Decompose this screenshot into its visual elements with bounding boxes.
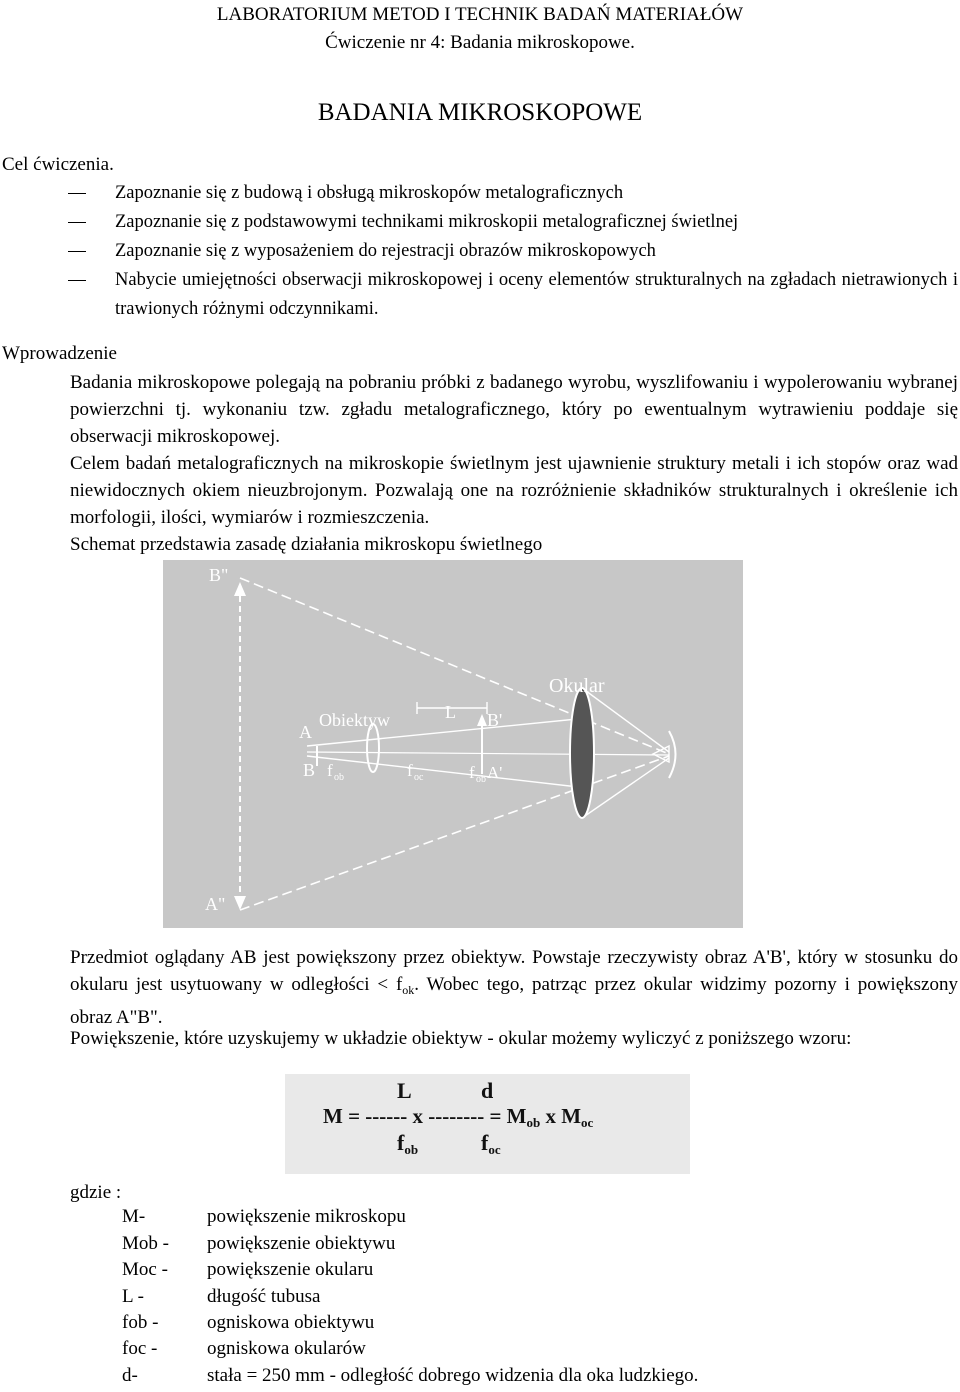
goals-heading: Cel ćwiczenia. xyxy=(2,154,114,175)
label-l: L xyxy=(445,702,456,722)
def-symbol: Moc - xyxy=(122,1259,168,1280)
dash-icon xyxy=(68,280,86,281)
svg-text:oc: oc xyxy=(414,772,424,783)
intro-heading: Wprowadzenie xyxy=(2,343,117,364)
svg-text:ob: ob xyxy=(476,774,486,785)
def-text: powiększenie obiektywu xyxy=(207,1233,396,1254)
label-a-double-prime: A" xyxy=(205,894,226,914)
magnification-formula: L d M = ------ x -------- = Mob x Moc fob foc xyxy=(285,1074,690,1174)
def-symbol: Mob - xyxy=(122,1233,169,1254)
def-text: długość tubusa xyxy=(207,1286,321,1307)
def-text: ogniskowa okularów xyxy=(207,1338,366,1359)
def-symbol: foc - xyxy=(122,1338,158,1359)
diagram-background xyxy=(163,560,743,928)
label-f-a: f xyxy=(469,763,475,782)
label-b: B xyxy=(303,760,316,780)
label-obiektyw: Obiektyw xyxy=(319,710,390,730)
dash-icon xyxy=(68,251,86,252)
definitions-intro: gdzie : xyxy=(70,1182,122,1203)
dash-icon xyxy=(68,193,86,194)
label-a-prime: A' xyxy=(487,763,503,782)
def-text: powiększenie mikroskopu xyxy=(207,1206,406,1227)
def-symbol: M- xyxy=(122,1206,146,1227)
def-text: ogniskowa obiektywu xyxy=(207,1312,375,1333)
exercise-header: Ćwiczenie nr 4: Badania mikroskopowe. xyxy=(325,32,635,53)
dash-icon xyxy=(68,222,86,223)
goal-item: Zapoznanie się z wyposażeniem do rejestracji obrazów mikroskopowych xyxy=(72,237,958,266)
microscope-diagram xyxy=(157,556,771,941)
intro-paragraph-2: Celem badań metalograficznych na mikroskopie świetlnym jest ujawnienie struktury metali i ich stopów oraz wad niewidocznych okiem nieuzbrojonym. Pozwalają one na rozróżnienie składników strukturalnych i określenie ich morfologii, ilości, wymiarów i rozmieszczenia. xyxy=(70,453,958,528)
def-symbol: L - xyxy=(122,1286,144,1307)
page-title: BADANIA MIKROSKOPOWE xyxy=(317,99,643,126)
def-symbol: d- xyxy=(122,1365,138,1386)
label-okular: Okular xyxy=(549,675,605,697)
label-b-prime: B' xyxy=(487,710,503,730)
def-text: powiększenie okularu xyxy=(207,1259,374,1280)
label-a: A xyxy=(299,722,312,742)
intro-paragraph-3: Schemat przedstawia zasadę działania mikroskopu świetlnego xyxy=(70,534,543,555)
eyepiece-lens xyxy=(570,688,594,818)
label-f-oc: f xyxy=(407,761,413,780)
def-symbol: fob - xyxy=(122,1312,159,1333)
def-text: stała = 250 mm - odległość dobrego widzenia dla oka ludzkiego. xyxy=(207,1365,699,1386)
after-paragraph-2: Powiększenie, które uzyskujemy w układzie obiektyw - okular możemy wyliczyć z poniższego wzoru: xyxy=(70,1028,852,1049)
goal-item: Nabycie umiejętności obserwacji mikroskopowej i oceny elementów strukturalnych na zgładach nietrawionych i trawionych różnymi odczynnikami. xyxy=(72,266,958,324)
lab-header: LABORATORIUM METOD I TECHNIK BADAŃ MATERIAŁÓW xyxy=(216,4,744,25)
svg-text:ob: ob xyxy=(334,772,344,783)
goal-item: Zapoznanie się z budową i obsługą mikroskopów metalograficznych xyxy=(72,179,958,208)
intro-paragraph-1: Badania mikroskopowe polegają na pobraniu próbki z badanego wyrobu, wyszlifowaniu i wypolerowaniu wybranej powierzchni tj. wykonaniu tzw. zgładu metalograficznego, który po ewentualnym wytrawieniu poddaje się obserwacji mikroskopowej. xyxy=(70,372,958,447)
goal-item: Zapoznanie się z podstawowymi technikami mikroskopii metalograficznej świetlnej xyxy=(72,208,958,237)
label-f-ob: f xyxy=(327,761,333,780)
label-b-double-prime: B" xyxy=(209,565,229,585)
after-paragraph-1: Przedmiot oglądany AB jest powiększony przez obiektyw. Powstaje rzeczywisty obraz A'B', który w stosunku do okularu jest usytuowany w odległości < $f_{ok}$. Wobec tego, patrząc przez okular widzimy pozorny i powiększony obraz A"B". xyxy=(70,947,958,1028)
